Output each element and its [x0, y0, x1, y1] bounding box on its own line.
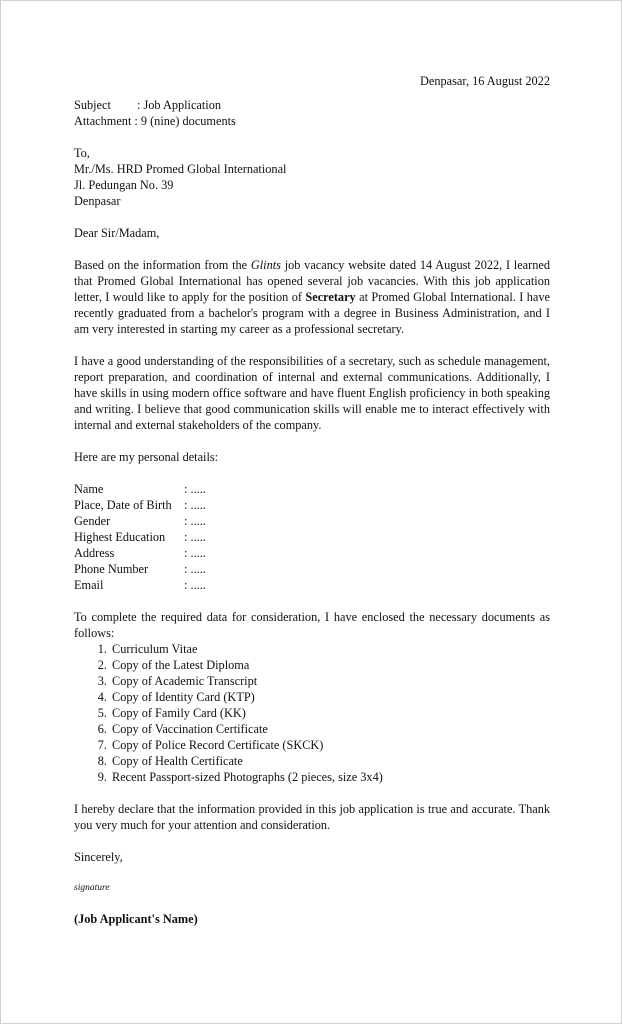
detail-row-gender [74, 513, 550, 529]
position-name: Secretary [305, 290, 356, 304]
recipient-to: To, [74, 146, 90, 160]
paragraph-intro [74, 257, 550, 337]
detail-value: : ..... [184, 562, 206, 576]
recipient-name: Mr./Ms. HRD Promed Global International [74, 162, 287, 176]
document-item: 9. Recent Passport-sized Photographs (2 pieces, size 3x4) [110, 769, 550, 785]
letter-meta [74, 97, 550, 129]
attachment-label: Attachment [74, 114, 132, 128]
letter-date: Denpasar, 16 August 2022 [420, 74, 550, 88]
detail-value: : ..... [184, 530, 206, 544]
detail-value: : ..... [184, 482, 206, 496]
subject-row [74, 97, 550, 113]
document-item: 8. Copy of Health Certificate [110, 753, 550, 769]
detail-row-education [74, 529, 550, 545]
detail-label: Phone Number [74, 562, 149, 576]
document-item: 5. Copy of Family Card (KK) [110, 705, 550, 721]
detail-label: Email [74, 578, 104, 592]
attachment-row [74, 113, 550, 129]
recipient-street: Jl. Pedungan No. 39 [74, 178, 174, 192]
detail-row-address [74, 545, 550, 561]
detail-value: : ..... [184, 546, 206, 560]
applicant-name: (Job Applicant's Name) [74, 912, 198, 926]
detail-label: Place, Date of Birth [74, 498, 172, 512]
detail-row-birth [74, 497, 550, 513]
document-item: 6. Copy of Vaccination Certificate [110, 721, 550, 737]
document-item: 3. Copy of Academic Transcript [110, 673, 550, 689]
personal-details [74, 481, 550, 593]
documents-list [74, 641, 550, 785]
signature-placeholder: signature [74, 883, 110, 893]
letter-body [74, 73, 550, 927]
detail-value: : ..... [184, 498, 206, 512]
sign-off: Sincerely, [74, 850, 123, 864]
detail-row-email [74, 577, 550, 593]
document-item: 1. Curriculum Vitae [110, 641, 550, 657]
glints-name: Glints [250, 258, 281, 272]
detail-label: Name [74, 482, 104, 496]
paragraph-intro-part-c: at Promed Global International. I have recently graduated from a bachelor's program with a degree in Business Administration, and I am very interested in starting my career as a professional secretary. [74, 290, 550, 336]
detail-label: Address [74, 546, 115, 560]
attachment-value: : 9 (nine) documents [134, 114, 236, 128]
document-item: 7. Copy of Police Record Certificate (SKCK) [110, 737, 550, 753]
detail-value: : ..... [184, 514, 206, 528]
paragraph-intro-part-b: job vacancy website dated 14 August 2022, I learned that Promed Global International has opened several job vacancies. With this job application letter, I would like to apply for the position of [74, 258, 550, 304]
subject-value: : Job Application [137, 98, 222, 112]
detail-row-phone [74, 561, 550, 577]
document-item: 2. Copy of the Latest Diploma [110, 657, 550, 673]
detail-label: Highest Education [74, 530, 166, 544]
detail-value: : ..... [184, 578, 206, 592]
personal-intro: Here are my personal details: [74, 450, 219, 464]
paragraph-intro-part-a: Based on the information from the [74, 258, 251, 272]
salutation: Dear Sir/Madam, [74, 226, 160, 240]
paragraph-skills: I have a good understanding of the responsibilities of a secretary, such as schedule management, report preparation, and coordination of internal and external communications. Additionally, I have skills in using modern office software and have fluent English proficiency in both speaking and writing. I believe that good communication skills will enable me to interact effectively with internal and external stakeholders of the company. [74, 354, 550, 432]
detail-row-name [74, 481, 550, 497]
subject-label: Subject [74, 98, 111, 112]
document-item: 4. Copy of Identity Card (KTP) [110, 689, 550, 705]
closing-paragraph: I hereby declare that the information provided in this job application is true and accurate. Thank you very much for your attention and consideration. [74, 802, 550, 832]
detail-label: Gender [74, 514, 111, 528]
recipient-city: Denpasar [74, 194, 121, 208]
recipient-block [74, 145, 550, 209]
documents-intro: To complete the required data for consideration, I have enclosed the necessary documents as follows: [74, 610, 550, 640]
